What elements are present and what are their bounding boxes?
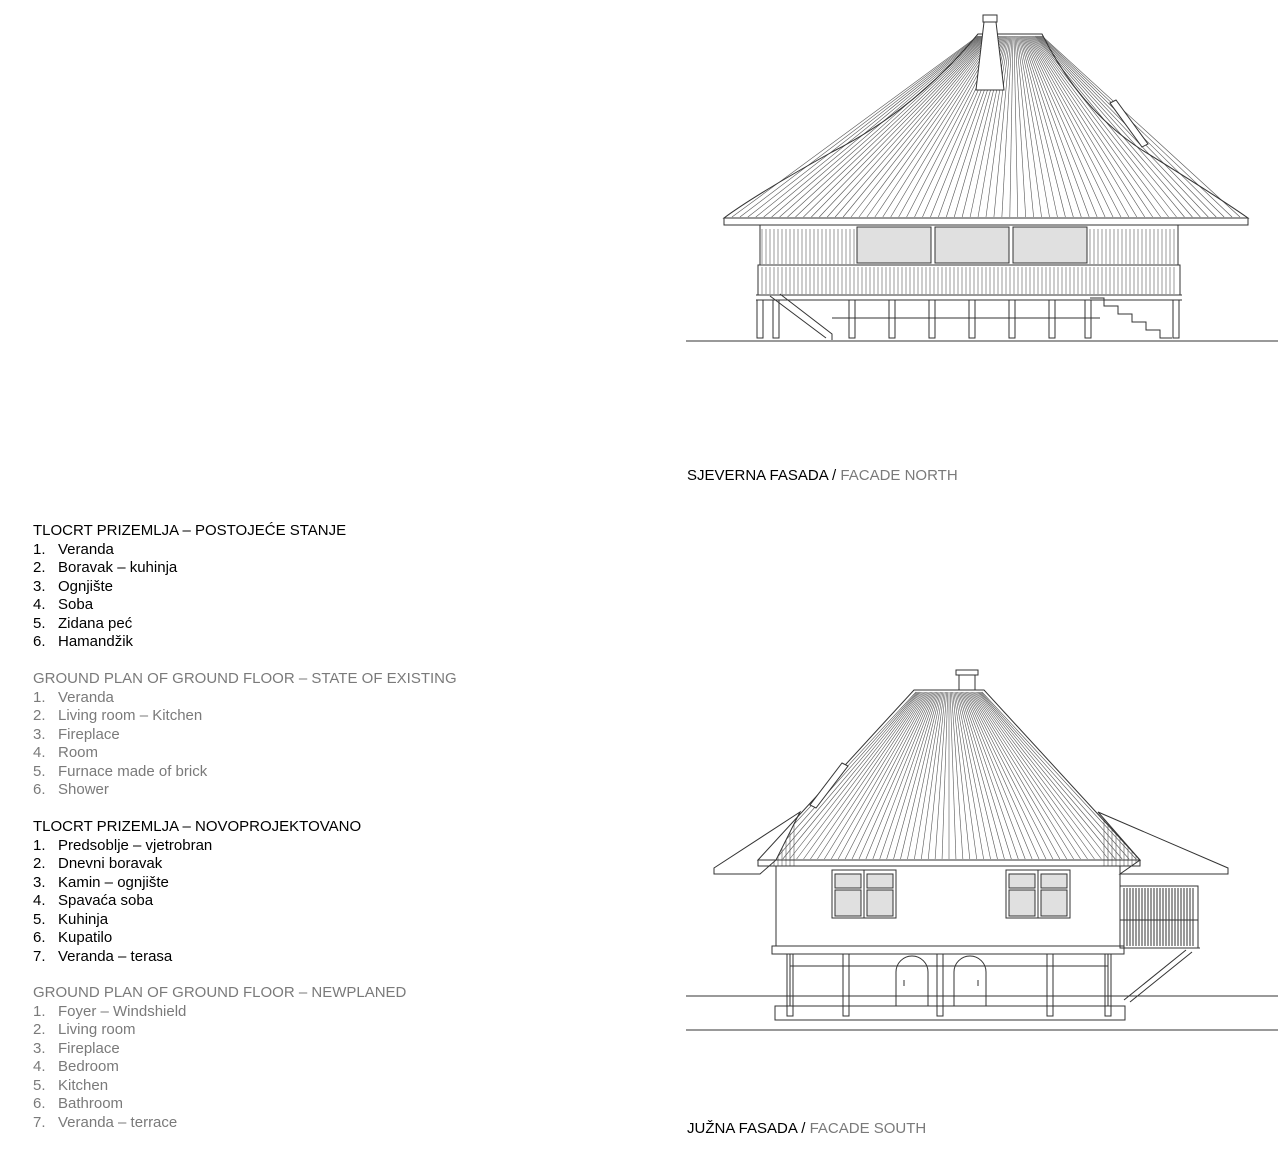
arched-door — [954, 956, 986, 1006]
upper-wall — [776, 866, 1120, 946]
list-item: 1. Veranda — [33, 540, 114, 558]
legend-existing-en — [33, 670, 457, 800]
side-roof-left — [714, 812, 800, 874]
legend-title: TLOCRT PRIZEMLJA – POSTOJEĆE STANJE — [33, 522, 347, 539]
eave-fascia — [758, 860, 1140, 866]
pilaster — [843, 954, 849, 1016]
window-pane — [835, 890, 861, 916]
chimney-cap — [956, 670, 978, 675]
floor-beam — [772, 946, 1124, 954]
list-item: 3. Ognjište — [33, 577, 114, 595]
list-item: 5. Kuhinja — [33, 910, 109, 928]
window-pane — [867, 890, 893, 916]
stilt-post — [889, 300, 895, 338]
legend-new-en — [33, 984, 406, 1132]
list-item: 5. Kitchen — [33, 1076, 109, 1094]
legend-title: TLOCRT PRIZEMLJA – NOVOPROJEKTOVANO — [33, 818, 362, 835]
legend-title: GROUND PLAN OF GROUND FLOOR – NEWPLANED — [33, 984, 407, 1001]
veranda-railing — [758, 265, 1180, 295]
list-item: 3. Kamin – ognjište — [33, 873, 169, 891]
list-item: 3. Fireplace — [33, 1039, 120, 1057]
list-item: 5. Furnace made of brick — [33, 762, 208, 780]
window-pane — [1009, 890, 1035, 916]
legend-new-local — [33, 818, 361, 966]
side-roof — [1098, 812, 1228, 874]
list-item: 6. Hamandžik — [33, 633, 134, 650]
list-item: 7. Veranda – terrace — [33, 1113, 178, 1131]
north-facade-drawing — [686, 10, 1280, 350]
eave-fascia — [724, 218, 1248, 225]
window — [857, 227, 931, 263]
window-pane — [1041, 890, 1067, 916]
list-item: 4. Room — [33, 744, 99, 761]
list-item: 4. Bedroom — [33, 1058, 119, 1075]
roof-skylight — [810, 763, 848, 808]
window-pane — [1009, 874, 1035, 888]
list-item: 2. Living room – Kitchen — [33, 707, 203, 724]
list-item: 6. Kupatilo — [33, 929, 113, 946]
stilt-post — [1173, 300, 1179, 338]
list-item: 1. Foyer – Windshield — [33, 1002, 187, 1020]
list-item: 5. Zidana peć — [33, 614, 133, 632]
window-pane — [835, 874, 861, 888]
side-brace — [1130, 952, 1192, 1002]
stilt-post — [757, 300, 763, 338]
ground-floor-wall — [790, 954, 1108, 1006]
caption-north: SJEVERNA FASADA / FACADE NORTH — [687, 467, 958, 484]
list-item: 4. Spavaća soba — [33, 892, 154, 909]
pilaster — [1047, 954, 1053, 1016]
stilt-post — [1009, 300, 1015, 338]
list-item: 3. Fireplace — [33, 725, 120, 743]
window — [1013, 227, 1087, 263]
list-item: 2. Living room — [33, 1021, 136, 1038]
south-facade-drawing — [686, 660, 1280, 1040]
left-brace — [770, 296, 826, 338]
pilaster — [937, 954, 943, 1016]
stilt-post — [773, 300, 779, 338]
stilt-post — [849, 300, 855, 338]
chimney — [976, 22, 1004, 90]
list-item: 4. Soba — [33, 596, 94, 613]
list-item: 7. Veranda – terasa — [33, 947, 173, 965]
window — [935, 227, 1009, 263]
window-pane — [867, 874, 893, 888]
caption-south: JUŽNA FASADA / FACADE SOUTH — [687, 1120, 927, 1137]
side-brace — [1124, 950, 1186, 1000]
chimney — [959, 674, 975, 690]
list-item: 2. Dnevni boravak — [33, 855, 163, 872]
stairs — [1090, 298, 1172, 338]
arched-door — [896, 956, 928, 1006]
stilt-post — [929, 300, 935, 338]
side-veranda — [1120, 886, 1198, 948]
chimney-cap — [983, 15, 997, 22]
legend-title: GROUND PLAN OF GROUND FLOOR – STATE OF EXISTING — [33, 670, 457, 687]
list-item: 1. Veranda — [33, 688, 114, 706]
stilt-post — [1049, 300, 1055, 338]
list-item: 1. Predsoblje – vjetrobran — [33, 836, 213, 854]
window-pane — [1041, 874, 1067, 888]
legend-existing-local — [33, 522, 346, 652]
list-item: 2. Boravak – kuhinja — [33, 559, 178, 576]
left-brace — [780, 294, 832, 340]
list-item: 6. Shower — [33, 781, 109, 798]
list-item: 6. Bathroom — [33, 1095, 124, 1112]
foundation — [775, 1006, 1125, 1020]
stilt-post — [1085, 300, 1091, 338]
stilt-post — [969, 300, 975, 338]
